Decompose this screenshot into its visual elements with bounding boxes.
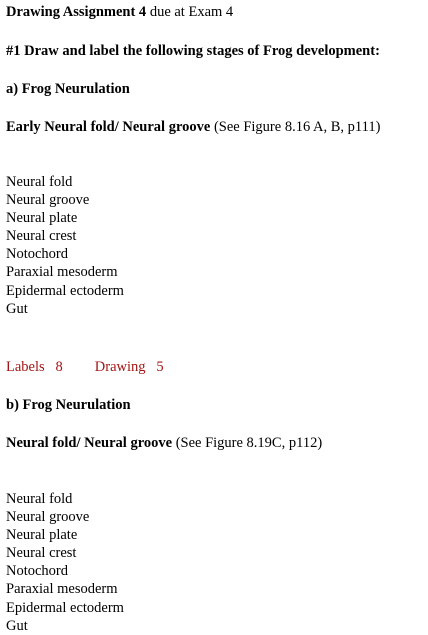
score-labels: Labels 8	[6, 359, 63, 375]
document-title	[6, 3, 233, 21]
section-a-subheading-bold: Early Neural fold/ Neural groove	[6, 119, 211, 135]
list-item: Notochord	[6, 246, 69, 263]
section-a-heading: a) Frog Neurulation	[6, 81, 130, 97]
section-b-subheading	[6, 434, 322, 452]
list-item: Epidermal ectoderm	[6, 599, 124, 616]
list-item: Gut	[6, 300, 28, 317]
section-a-score	[6, 358, 164, 376]
list-item: Neural fold	[6, 174, 73, 190]
section-a-subheading	[6, 118, 380, 136]
list-item: Gut	[6, 617, 28, 634]
title-bold: Drawing Assignment 4	[6, 4, 147, 20]
list-item: Neural crest	[6, 545, 77, 562]
list-item: Paraxial mesoderm	[6, 581, 118, 598]
list-item: Neural groove	[6, 509, 90, 526]
list-item: Neural fold	[6, 491, 73, 507]
list-item: Paraxial mesoderm	[6, 264, 118, 281]
list-item: Epidermal ectoderm	[6, 282, 124, 299]
section-b-label-list	[6, 490, 124, 635]
list-item: Neural plate	[6, 527, 78, 544]
score-drawing: Drawing 5	[94, 359, 164, 375]
list-item: Notochord	[6, 563, 69, 580]
list-item: Neural plate	[6, 210, 78, 227]
title-rest: due at Exam 4	[146, 4, 234, 20]
assignment-heading: #1 Draw and label the following stages of Frog development:	[6, 43, 380, 59]
section-b-subheading-bold: Neural fold/ Neural groove	[6, 435, 173, 451]
section-b-heading: b) Frog Neurulation	[6, 397, 131, 413]
section-a-subheading-rest: (See Figure 8.16 A, B, p111)	[210, 119, 381, 135]
section-a-label-list	[6, 173, 124, 318]
list-item: Neural groove	[6, 192, 90, 209]
list-item: Neural crest	[6, 228, 77, 245]
section-b-subheading-rest: (See Figure 8.19C, p112)	[172, 435, 323, 451]
